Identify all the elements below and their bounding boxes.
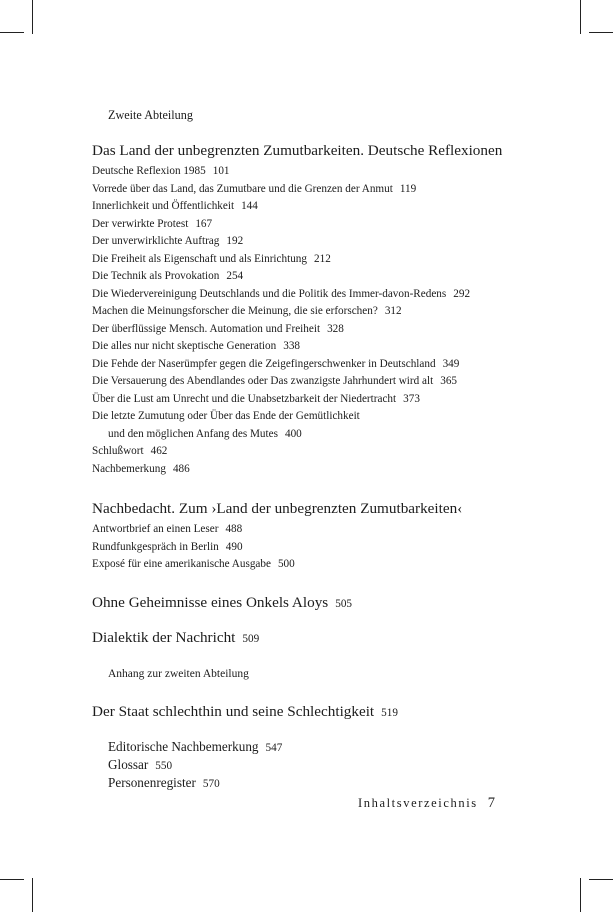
crop-mark [32,878,33,912]
toc-entry[interactable]: Antwortbrief an einen Leser 488 [92,523,243,535]
toc-entry[interactable]: Exposé für eine amerikanische Ausgabe 500 [92,558,295,570]
toc-entry[interactable]: Die Technik als Provokation 254 [92,270,244,282]
toc-heading-entry[interactable]: Dialektik der Nachricht 509 [92,629,260,646]
toc-entry[interactable]: Der unverwirklichte Auftrag 192 [92,235,244,247]
toc-entry[interactable]: Die Freiheit als Eigenschaft und als Einrichtung 212 [92,253,331,265]
toc-entry[interactable]: Innerlichkeit und Öffentlichkeit 144 [92,200,258,212]
toc-heading-entry[interactable]: Der Staat schlechthin und seine Schlechtigkeit 519 [92,703,398,720]
back-matter-entry[interactable]: Personenregister 570 [108,775,220,790]
toc-entry[interactable]: Die letzte Zumutung oder Über das Ende der Gemütlichkeit [92,410,360,422]
group-title: Nachbedacht. Zum ›Land der unbegrenzten Zumutbarkeiten‹ [92,500,463,517]
toc-entry[interactable]: Vorrede über das Land, das Zumutbare und die Grenzen der Anmut 119 [92,183,417,195]
toc-entry[interactable]: Über die Lust am Unrecht und die Unabsetzbarkeit der Niedertracht 373 [92,393,420,405]
toc-entry[interactable]: Nachbemerkung 486 [92,463,190,475]
appendix-label: Anhang zur zweiten Abteilung [108,668,249,680]
crop-mark [0,879,24,880]
crop-mark [580,878,581,912]
section-label: Zweite Abteilung [108,108,193,122]
crop-mark [589,879,613,880]
back-matter-entry[interactable]: Editorische Nachbemerkung 547 [108,739,283,754]
toc-entry[interactable]: Der verwirkte Protest 167 [92,218,213,230]
toc-entry[interactable]: Schlußwort 462 [92,445,168,457]
toc-entry[interactable]: Der überflüssige Mensch. Automation und Freiheit 328 [92,323,344,335]
toc-heading-entry[interactable]: Ohne Geheimnisse eines Onkels Aloys 505 [92,594,352,611]
toc-entry[interactable]: Die alles nur nicht skeptische Generation 338 [92,340,301,352]
crop-mark [32,0,33,34]
toc-entry[interactable]: Machen die Meinungsforscher die Meinung, die sie erforschen? 312 [92,305,402,317]
running-head: Inhaltsverzeichnis [358,796,478,810]
back-matter-entry[interactable]: Glossar 550 [108,757,173,772]
toc-entry[interactable]: Die Wiedervereinigung Deutschlands und die Politik des Immer-davon-Redens 292 [92,288,471,300]
toc-entry[interactable]: Deutsche Reflexion 1985 101 [92,165,230,177]
toc-entry[interactable]: Rundfunkgespräch in Berlin 490 [92,541,243,553]
group-title: Das Land der unbegrenzten Zumutbarkeiten. Deutsche Reflexionen [92,142,503,159]
toc-entry-continuation[interactable]: und den möglichen Anfang des Mutes 400 [108,428,302,440]
toc-entry[interactable]: Die Versauerung des Abendlandes oder Das zwanzigste Jahrhundert wird alt 365 [92,375,457,387]
crop-mark [589,32,613,33]
crop-mark [0,32,24,33]
page-footer [358,795,495,812]
page-number: 7 [487,795,495,811]
crop-mark [580,0,581,34]
toc-entry[interactable]: Die Fehde der Naserümpfer gegen die Zeigefingerschwenker in Deutschland 349 [92,358,460,370]
